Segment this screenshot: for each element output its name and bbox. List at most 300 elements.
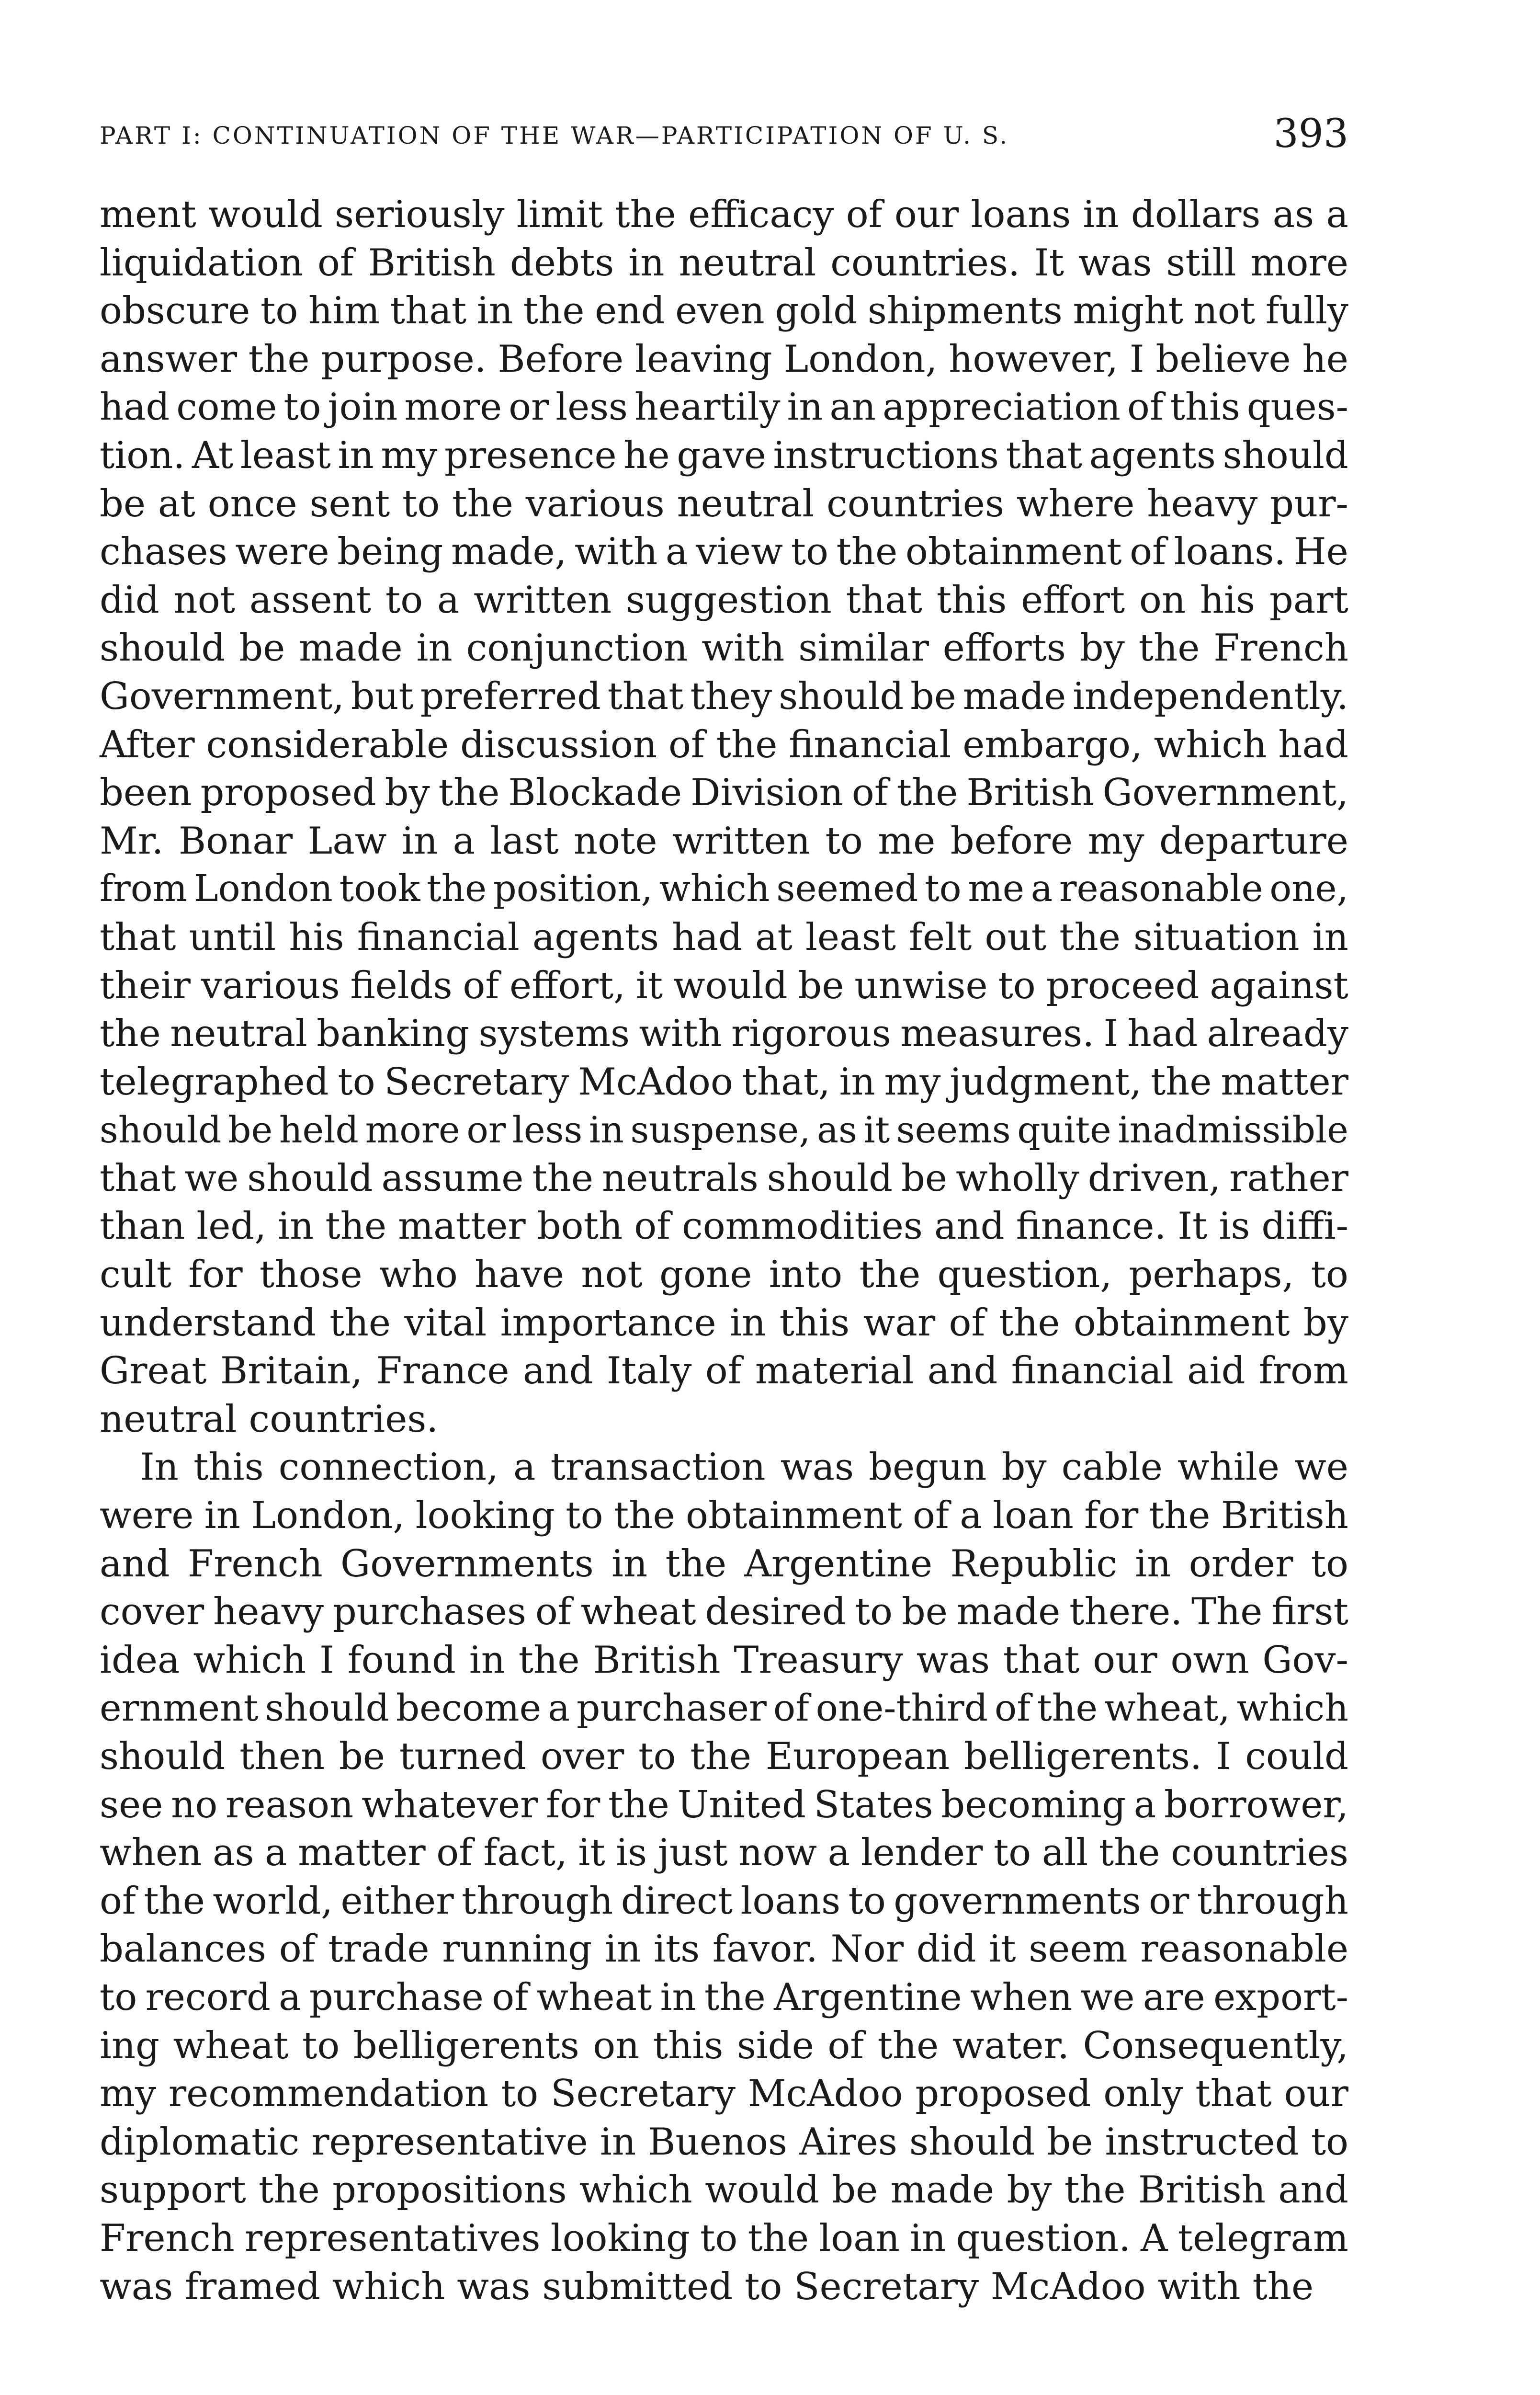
word: the [859, 1253, 921, 1297]
text-line [100, 817, 1348, 866]
word: for [188, 1253, 243, 1297]
word: importance [500, 1301, 716, 1345]
word: Blockade [508, 771, 682, 815]
word: efficacy [688, 193, 834, 236]
text-line [100, 2263, 1348, 2311]
word: a [548, 1687, 570, 1730]
word: loans [740, 1879, 841, 1923]
word: our [1093, 1638, 1157, 1682]
word: effort [1021, 578, 1125, 622]
word: neutrals [602, 1156, 759, 1200]
word: in [600, 2120, 636, 2164]
word: begun [869, 1446, 987, 1489]
word: be [798, 964, 844, 1007]
word: my [100, 2072, 157, 2116]
word: with [639, 1012, 722, 1056]
word: him [308, 289, 380, 333]
word: looking [550, 2216, 690, 2260]
word: in [338, 433, 374, 477]
word: matter [1221, 1060, 1348, 1104]
word: of [436, 1831, 473, 1875]
word: Government, [100, 674, 344, 718]
word: of [492, 1975, 529, 2019]
word: proceed [1046, 964, 1200, 1007]
word: is [616, 1831, 647, 1875]
word: and [934, 1205, 1005, 1248]
text-line [100, 287, 1348, 335]
word: see [100, 1783, 163, 1826]
word: purchaser [577, 1687, 767, 1730]
word: until [189, 915, 276, 959]
word: to [700, 2216, 738, 2260]
word: a [1133, 1783, 1156, 1826]
word: answer [100, 337, 237, 381]
word: dollars [1131, 193, 1261, 236]
word: countries. [830, 241, 1020, 285]
word: limit [516, 193, 603, 236]
word: of [463, 964, 499, 1007]
word: to [260, 289, 298, 333]
word: in [416, 627, 453, 670]
word: in [476, 289, 513, 333]
word: by [1303, 1301, 1348, 1345]
word: borrower, [1164, 1783, 1348, 1826]
word: banking [317, 1012, 470, 1056]
word: led, [196, 1205, 267, 1248]
word: similar [798, 627, 929, 670]
word: effort, [510, 964, 625, 1007]
word: the [518, 1638, 580, 1682]
word: a [265, 1831, 287, 1875]
word: financial [1011, 1349, 1174, 1393]
word: diffi- [1261, 1205, 1348, 1248]
line-text: was framed which was submitted to Secretary McAdoo with the [100, 2265, 1314, 2308]
word: debts [510, 241, 614, 285]
word: Buenos [648, 2120, 788, 2164]
word: unwise [854, 964, 988, 1007]
running-head [100, 111, 1348, 159]
word: or [1149, 1879, 1189, 1923]
word: being [337, 530, 443, 574]
word: the [998, 1301, 1060, 1345]
word: should [1223, 433, 1348, 477]
word: took [339, 867, 420, 911]
word: now [738, 1831, 817, 1875]
word: which [1236, 1687, 1348, 1730]
word: wheat, [1104, 1687, 1230, 1730]
text-line [100, 1443, 1348, 1492]
word: to [855, 1590, 893, 1634]
word: obtainment [905, 530, 1122, 574]
word: of [773, 1687, 809, 1730]
word: I [1129, 337, 1144, 381]
body-text [100, 191, 1348, 2311]
word: British [368, 241, 496, 285]
word: Aires [799, 2120, 897, 2164]
word: is [1219, 1205, 1250, 1248]
word: an [829, 386, 876, 429]
text-line [100, 383, 1348, 432]
word: countries [827, 482, 1004, 525]
word: the [1138, 627, 1200, 670]
word: belligerents. [963, 1735, 1202, 1778]
word: fact, [483, 1831, 567, 1875]
word: the [523, 289, 585, 333]
word: McAdoo [747, 2072, 903, 2116]
word: would [673, 964, 788, 1007]
word: should [100, 1735, 226, 1778]
word: in [730, 1301, 766, 1345]
word: in [1083, 193, 1119, 236]
word: Consequently, [1083, 2024, 1348, 2067]
word: have [475, 1253, 565, 1297]
text-line [100, 769, 1348, 817]
word: of [668, 723, 705, 766]
word: of [100, 1879, 136, 1923]
word: made [890, 2168, 995, 2212]
word: the [608, 1783, 669, 1826]
text-line [100, 962, 1348, 1010]
word: believe [1155, 337, 1291, 381]
word: matter [298, 1831, 426, 1875]
word: did [100, 578, 159, 622]
text-line [100, 1251, 1348, 1299]
word: suggestion [626, 578, 832, 622]
word: running [442, 1927, 592, 1971]
word: the [613, 1494, 675, 1538]
word: on [593, 2024, 640, 2067]
word: Republic [950, 1542, 1117, 1585]
word: reasonable [1059, 867, 1263, 911]
word: commodities [682, 1205, 923, 1248]
word: there. [1069, 1590, 1183, 1634]
word: all [1042, 1831, 1088, 1875]
word: he [623, 433, 670, 477]
word: Italy [606, 1349, 692, 1393]
word: the [1037, 1687, 1098, 1730]
word: both [537, 1205, 623, 1248]
word: of [279, 1927, 316, 1971]
word: had [672, 915, 742, 959]
word: At [192, 433, 234, 477]
word: already [1207, 1012, 1348, 1056]
word: Argentine [744, 1542, 933, 1585]
word: this [1170, 386, 1240, 429]
word: purpose. [321, 337, 487, 381]
word: was [1078, 241, 1152, 285]
word: me [968, 867, 1024, 911]
word: various [525, 482, 665, 525]
word: heavy [1147, 482, 1258, 525]
word: by [1079, 627, 1125, 670]
word: before [950, 819, 1073, 863]
word: the [836, 530, 898, 574]
word: by [1007, 2168, 1052, 2212]
word: It [1178, 1205, 1208, 1248]
word: cable [1061, 1446, 1163, 1489]
word: seemed [776, 867, 918, 911]
word: of [634, 1205, 671, 1248]
word: proposed [200, 771, 376, 815]
word: leaving [634, 337, 772, 381]
word: less [512, 1109, 583, 1152]
text-line [100, 1877, 1348, 1926]
word: seem [1029, 1927, 1128, 1971]
word: water. [952, 2024, 1070, 2067]
text-line [100, 1106, 1348, 1154]
word: proposed [915, 2072, 1091, 2116]
word: end [595, 289, 665, 333]
word: which [1154, 723, 1267, 766]
word: The [1191, 1590, 1263, 1634]
word: the [1149, 1494, 1211, 1538]
text-line [100, 480, 1348, 528]
word: connection, [278, 1446, 498, 1489]
word: to [338, 1060, 375, 1104]
word: the [427, 867, 487, 911]
word: world, [213, 1879, 333, 1923]
word: the [704, 1975, 766, 2019]
word: loans [971, 193, 1071, 236]
word: agents [1089, 433, 1216, 477]
word: countries [1171, 1831, 1348, 1875]
word: in [611, 1542, 648, 1585]
word: purchases [332, 1590, 526, 1634]
word: in [605, 1927, 641, 1971]
word: with [702, 627, 785, 670]
text-line [100, 1058, 1348, 1106]
word: my [381, 433, 438, 477]
text-line [100, 2070, 1348, 2118]
text-line [100, 1781, 1348, 1829]
word: one-third [815, 1687, 988, 1730]
word: could [1245, 1735, 1348, 1778]
word: ques- [1246, 386, 1348, 429]
word: held [279, 1109, 359, 1152]
word: I [1216, 1735, 1231, 1778]
word: which [579, 2168, 692, 2212]
word: of [949, 1301, 985, 1345]
word: transaction [550, 1446, 766, 1489]
word: question, [937, 1253, 1112, 1297]
word: obscure [100, 289, 250, 333]
word: governments [894, 1879, 1141, 1923]
word: direct [621, 1879, 733, 1923]
word: that [607, 674, 684, 718]
word: to [993, 1831, 1031, 1875]
word: I [1103, 1012, 1119, 1056]
word: note [573, 819, 657, 863]
word: be [901, 1156, 948, 1200]
word: than [100, 1205, 185, 1248]
word: fields [350, 964, 453, 1007]
word: its [653, 1927, 700, 1971]
word: lender [861, 1831, 983, 1875]
word: that [846, 578, 922, 622]
word: and [1278, 2168, 1348, 2212]
word: suspense, [630, 1109, 811, 1152]
word: to [566, 1494, 603, 1538]
word: it [989, 1927, 1016, 1971]
text-line [100, 335, 1348, 384]
word: either [340, 1879, 454, 1923]
word: least [805, 915, 896, 959]
word: should [100, 1109, 222, 1152]
word: propositions [332, 2168, 567, 2212]
word: for [546, 1783, 600, 1826]
word: our [894, 193, 959, 236]
word: the [248, 337, 310, 381]
word: financial [789, 723, 951, 766]
text-line [100, 721, 1348, 769]
word: would [705, 2168, 819, 2212]
word: heavy [213, 1590, 324, 1634]
word: this [193, 1446, 264, 1489]
word: to [791, 530, 828, 574]
word: Gov- [1262, 1638, 1348, 1682]
text-line [100, 1973, 1348, 2022]
word: be [239, 627, 285, 670]
word: made, [451, 530, 567, 574]
word: felt [909, 915, 972, 959]
word: found [347, 1638, 456, 1682]
word: be [1047, 2120, 1093, 2164]
word: to [638, 1735, 676, 1778]
word: London, [251, 1494, 405, 1538]
word: European [765, 1735, 950, 1778]
word: becoming [941, 1783, 1126, 1826]
word: be [832, 2168, 878, 2212]
word: that [1006, 433, 1083, 477]
word: that [390, 289, 467, 333]
word: even [675, 289, 765, 333]
word: perhaps, [1129, 1253, 1294, 1297]
word: assume [381, 1156, 524, 1200]
word: representative [311, 2120, 588, 2164]
word: independently. [1073, 674, 1348, 718]
text-line [100, 2214, 1348, 2263]
word: wheat [536, 1975, 652, 2019]
word: view [696, 530, 783, 574]
word: in [278, 1205, 314, 1248]
word: conjunction [466, 627, 688, 670]
word: that [1195, 2072, 1272, 2116]
word: a [665, 530, 688, 574]
word: the [1150, 1060, 1212, 1104]
word: neutral [677, 482, 815, 525]
word: instructed [1105, 2120, 1299, 2164]
word: his [289, 915, 344, 959]
word: liquidation [100, 241, 303, 285]
word: a [1030, 867, 1053, 911]
word: but [351, 674, 414, 718]
word: British [1138, 2168, 1266, 2212]
text-line [100, 673, 1348, 721]
word: loan [993, 1494, 1074, 1538]
word: pur- [1270, 482, 1348, 525]
word: part [1269, 578, 1348, 622]
text-line [100, 2118, 1348, 2167]
word: considerable [206, 723, 449, 766]
word: while [1177, 1446, 1280, 1489]
word: through [462, 1879, 613, 1923]
word: sent [309, 482, 390, 525]
word: of [846, 193, 883, 236]
word: financial [357, 915, 520, 959]
word: at [158, 482, 195, 525]
word: their [100, 964, 191, 1007]
word: the [1064, 2168, 1126, 2212]
word: the [665, 1542, 727, 1585]
text-line [100, 191, 1348, 239]
text-line [100, 1299, 1348, 1347]
word: Argentine [774, 1975, 962, 2019]
text-line [100, 2166, 1348, 2214]
word: London [193, 867, 333, 911]
word: to [385, 578, 423, 622]
word: last [490, 819, 559, 863]
word: should [909, 2120, 1035, 2164]
word: discussion [460, 723, 657, 766]
word: against [1210, 964, 1348, 1007]
word: a [827, 1831, 850, 1875]
word: departure [1159, 819, 1348, 863]
word: purchase [309, 1975, 484, 2019]
word: no [171, 1783, 218, 1826]
text-line [100, 1540, 1348, 1588]
word: French [100, 2216, 235, 2260]
word: which [659, 867, 770, 911]
word: those [259, 1253, 362, 1297]
word: with [575, 530, 658, 574]
word: telegram [1178, 2216, 1348, 2260]
word: written [672, 819, 811, 863]
word: of [1130, 530, 1166, 574]
word: from [100, 867, 188, 911]
word: more [404, 386, 502, 429]
word: Government, [1102, 771, 1348, 815]
word: Britain, [220, 1349, 363, 1393]
word: States [814, 1783, 933, 1826]
word: tion. [100, 433, 185, 477]
word: to [302, 2024, 340, 2067]
word: to [402, 482, 440, 525]
word: the [716, 723, 778, 766]
word: seems [896, 1109, 1011, 1152]
word: a [453, 819, 476, 863]
word: fully [1265, 289, 1348, 333]
word: come [176, 386, 277, 429]
word: rigorous [731, 1012, 891, 1056]
word: In [140, 1446, 179, 1489]
word: neutral [679, 241, 816, 285]
word: he [1302, 337, 1348, 381]
word: desired [705, 1590, 846, 1634]
word: shipments [867, 289, 1063, 333]
word: wholly [955, 1156, 1079, 1200]
word: had [1127, 1012, 1198, 1056]
word: the [690, 1735, 752, 1778]
word: driven, [1087, 1156, 1221, 1200]
word: Division [691, 771, 843, 815]
word: which [193, 1638, 306, 1682]
word: chases [100, 530, 227, 574]
word: be [100, 482, 146, 525]
word: a [279, 1975, 301, 2019]
word: the [1098, 1831, 1160, 1875]
word: seriously [334, 193, 505, 236]
word: however, [949, 337, 1118, 381]
